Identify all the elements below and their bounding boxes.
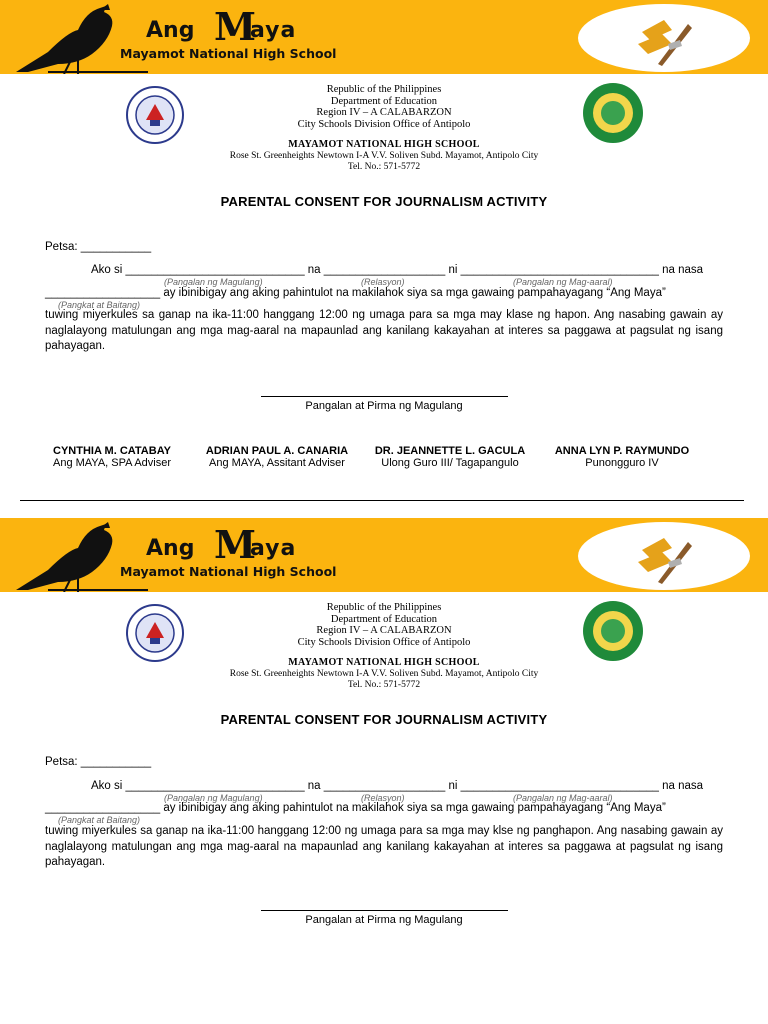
form-title: PARENTAL CONSENT FOR JOURNALISM ACTIVITY [220, 712, 548, 727]
signatory-name: DR. JEANNETTE L. GACULA [374, 445, 526, 457]
pen-paper-logo-icon [628, 528, 700, 586]
signatory-name: CYNTHIA M. CATABAY [53, 445, 171, 457]
bird-logo-icon [8, 2, 148, 74]
signatory-canaria [192, 445, 362, 469]
signatory-catabay [40, 445, 184, 469]
deped-header [200, 602, 568, 648]
header-region: Region IV – A CALABARZON [316, 107, 452, 118]
parent-signature-line[interactable] [261, 910, 508, 911]
signatory-gacula [366, 445, 534, 469]
signatory-raymundo [542, 445, 702, 469]
signatory-role: Ang MAYA, SPA Adviser [53, 457, 171, 469]
pen-paper-logo-icon [628, 10, 700, 68]
bird-logo-icon [8, 520, 148, 592]
brand-aya: aya [250, 536, 297, 561]
signatory-role: Ang MAYA, Assitant Adviser [209, 457, 345, 469]
consent-line-1[interactable]: Ako si ____________________________ na ___________________ ni _______________________________ na nasa [91, 780, 704, 792]
brand-m: M [214, 4, 257, 49]
consent-form-2 [0, 518, 768, 1024]
consent-paragraph: tuwing miyerkules sa ganap na ika-11:00 hanggang 12:00 ng umaga para sa mga may klase ng hapon. Ang nasabing gawain ay naglalayong matulungan ang mga mag-aaral na mapaunlad ang kanilang kakayahan at interes sa paggawa at pagsulat ng isang pahayagan. [45, 309, 723, 353]
hint-parent-name: (Pangalan ng Magulang) [164, 277, 263, 287]
header-school: MAYAMOT NATIONAL HIGH SCHOOL [288, 657, 480, 668]
brand-aya: aya [250, 18, 297, 43]
hint-student-name: (Pangalan ng Mag-aaral) [513, 277, 613, 287]
header-division: City Schools Division Office of Antipolo [297, 636, 471, 648]
header-tel: Tel. No.: 571-5772 [347, 162, 421, 172]
ang-maya-banner [0, 0, 768, 74]
hint-relation: (Relasyon) [361, 793, 405, 803]
consent-line-2[interactable]: __________________ ay ibinibigay ang aking pahintulot na makilahok siya sa mga gawaing pampahayagang “Ang Maya” [45, 802, 666, 814]
header-division: City Schools Division Office of Antipolo [297, 118, 471, 130]
signatory-name: ANNA LYN P. RAYMUNDO [554, 445, 690, 457]
hint-section: (Pangkat at Baitang) [58, 815, 141, 825]
header-address: Rose St. Greenheights Newtown I-A V.V. Soliven Subd. Mayamot, Antipolo City [229, 150, 539, 161]
parent-signature-label: Pangalan at Pirma ng Magulang [305, 400, 463, 412]
deped-seal-icon [126, 86, 184, 144]
parent-signature-label: Pangalan at Pirma ng Magulang [305, 914, 463, 926]
header-tel: Tel. No.: 571-5772 [347, 680, 421, 690]
ang-maya-banner [0, 518, 768, 592]
cut-line-divider [20, 500, 744, 501]
header-republic: Republic of the Philippines [326, 84, 442, 95]
header-region: Region IV – A CALABARZON [316, 625, 452, 636]
brand-ang: Ang [146, 536, 195, 561]
brand-school: Mayamot National High School [120, 564, 337, 579]
hint-section: (Pangkat at Baitang) [58, 300, 141, 310]
school-seal-icon [582, 82, 644, 144]
signatory-role: Punongguro IV [585, 457, 659, 469]
school-header [174, 139, 594, 174]
signatory-name: ADRIAN PAUL A. CANARIA [205, 445, 349, 457]
header-department: Department of Education [330, 95, 438, 107]
deped-seal-icon [126, 604, 184, 662]
consent-form-1 [0, 0, 768, 490]
consent-line-2[interactable]: __________________ ay ibinibigay ang aking pahintulot na makilahok siya sa mga gawaing pampahayagang “Ang Maya” [45, 287, 666, 299]
deped-header [200, 84, 568, 130]
consent-line-1[interactable]: Ako si ____________________________ na ___________________ ni _______________________________ na nasa [91, 264, 704, 276]
date-field[interactable]: Petsa: ___________ [45, 756, 152, 768]
header-address: Rose St. Greenheights Newtown I-A V.V. Soliven Subd. Mayamot, Antipolo City [229, 668, 539, 679]
school-header [174, 657, 594, 692]
brand-m: M [214, 522, 257, 567]
header-department: Department of Education [330, 613, 438, 625]
school-seal-icon [582, 600, 644, 662]
brand-ang: Ang [146, 18, 195, 43]
signatory-role: Ulong Guro III/ Tagapangulo [381, 457, 519, 469]
header-school: MAYAMOT NATIONAL HIGH SCHOOL [288, 139, 480, 150]
consent-paragraph: tuwing miyerkules sa ganap na ika-11:00 hanggang 12:00 ng umaga para sa mga may klse ng panghapon. Ang nasabing gawain ay naglalayong matulungan ang mga mag-aaral na mapaunlad ang kanilang kakayahan at interes sa paggawa at pagsulat ng isang pahayagan. [45, 825, 723, 869]
header-republic: Republic of the Philippines [326, 602, 442, 613]
hint-relation: (Relasyon) [361, 277, 405, 287]
hint-student-name: (Pangalan ng Mag-aaral) [513, 793, 613, 803]
parent-signature-line[interactable] [261, 396, 508, 397]
hint-parent-name: (Pangalan ng Magulang) [164, 793, 263, 803]
brand-school: Mayamot National High School [120, 46, 337, 61]
form-title: PARENTAL CONSENT FOR JOURNALISM ACTIVITY [220, 194, 548, 209]
date-field[interactable]: Petsa: ___________ [45, 241, 152, 253]
